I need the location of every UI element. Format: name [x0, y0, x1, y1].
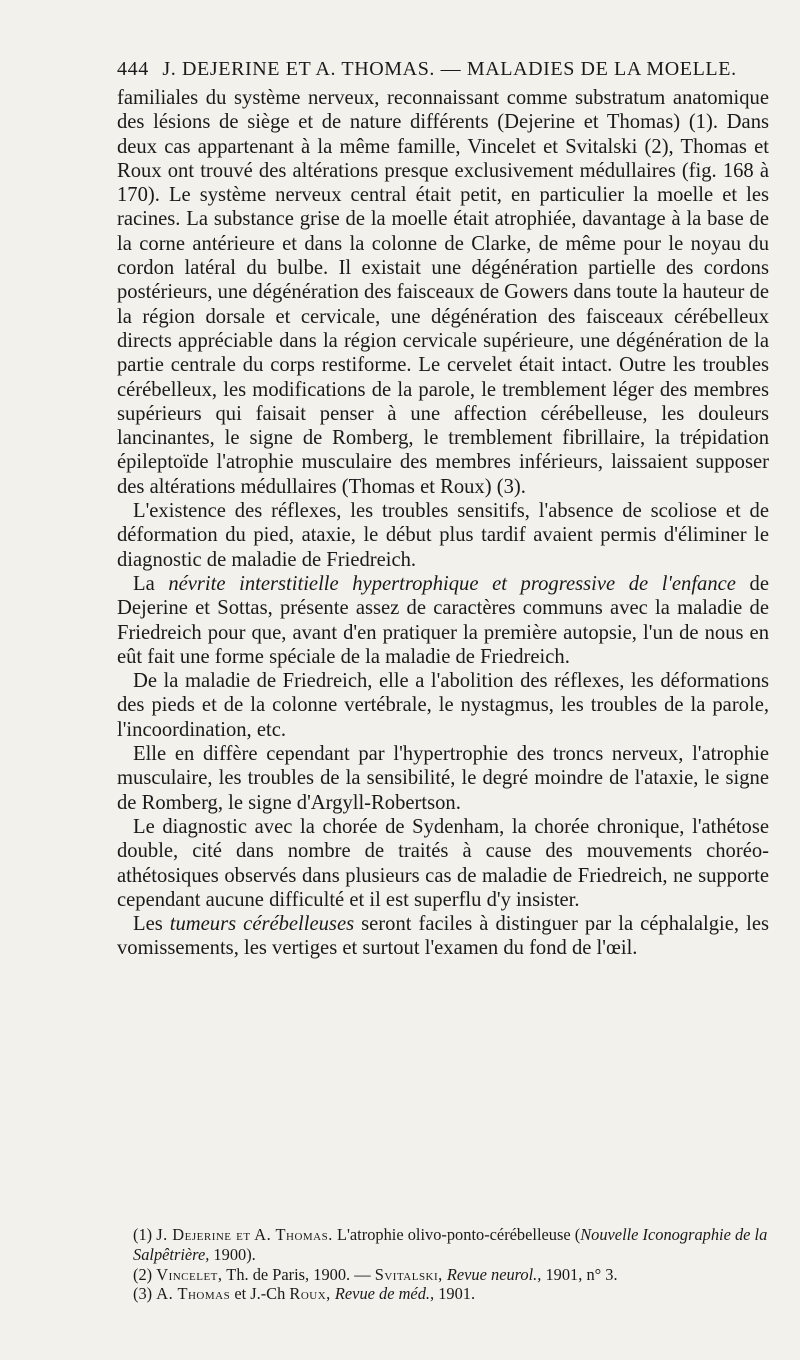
paragraph: Le diagnostic avec la chorée de Sydenham, la chorée chronique, l'athétose double, cité dans nombre de traités à cause des mouvements choréo-athétosiques observés dans plusieurs cas de maladie de Friedreich, ne supporte cependant aucune difficulté et il est superflu d'y insister. — [117, 815, 769, 911]
footnote-source: Nouvelle Iconographie de la Salpêtrière, — [133, 1225, 768, 1264]
footnote-tail: 1901, n° 3. — [541, 1264, 618, 1284]
paragraph: De la maladie de Friedreich, elle a l'abolition des réflexes, les déformations des pieds et de la colonne vertébrale, le nystagmus, les troubles de la parole, l'incoordination, etc. — [117, 670, 769, 741]
footnote — [117, 1284, 769, 1304]
footnote-tail: 1900). — [209, 1244, 256, 1264]
footnote — [117, 1265, 769, 1285]
footnote-authors-2: Roux, — [289, 1284, 331, 1304]
emphasis: tumeurs cérébelleuses — [169, 913, 355, 936]
paragraph — [117, 572, 769, 669]
footnote-source: Revue neurol., — [442, 1264, 542, 1284]
paragraph-lead: La — [133, 572, 169, 595]
footnote-authors: Vincelet, — [156, 1264, 223, 1284]
footnote-authors-2: Svitalski, — [374, 1264, 443, 1284]
footnotes — [117, 1225, 769, 1304]
emphasis: névrite interstitielle hypertrophique et progressive de l'enfance — [168, 572, 736, 595]
footnote-text: L'atrophie olivo-ponto-cérébelleuse ( — [332, 1225, 581, 1244]
footnote-text: Th. de Paris, 1900. — — [222, 1264, 375, 1284]
paragraph — [117, 912, 769, 961]
paragraph-rest: seront faciles à distinguer par la céphalalgie, les vomissements, les vertiges et surtout l'examen du fond de l'œil. — [117, 913, 769, 960]
paragraph-lead: Les — [133, 913, 170, 936]
running-header — [117, 58, 767, 81]
running-title: J. DEJERINE ET A. THOMAS. — MALADIES DE LA MOELLE. — [162, 58, 737, 80]
footnote-source: Revue de méd., — [330, 1284, 435, 1304]
footnote-number: (1) — [133, 1225, 153, 1244]
footnote-authors: A. Thomas — [156, 1284, 231, 1304]
footnote-tail: 1901. — [434, 1284, 476, 1304]
footnote-number: (2) — [133, 1264, 153, 1284]
body-text — [117, 86, 769, 961]
footnote-number: (3) — [133, 1284, 153, 1304]
paragraph: L'existence des réflexes, les troubles sensitifs, l'absence de scoliose et de déformation du pied, ataxie, le début plus tardif avaient permis d'éliminer le diagnostic de maladie de Friedreich. — [117, 500, 769, 571]
paragraph: familiales du système nerveux, reconnaissant comme substratum anatomique des lésions de siège et de nature différents (Dejerine et Thomas) (1). Dans deux cas appartenant à la même famille, Vincelet et Svitalski (2), Thomas et Roux ont trouvé des altérations presque exclusivement médullaires (fig. 168 à 170). Le système nerveux central était petit, en particulier la moelle et les racines. La substance grise de la moelle était atrophiée, davantage à la base de la corne antérieure et dans la colonne de Clarke, de même pour le noyau du cordon latéral du bulbe. Il existait une dégénération partielle des cordons postérieurs, une dégénération des faisceaux de Gowers dans toute la hauteur de la région dorsale et cervicale, une dégénération des faisceaux cérébelleux directs appréciable dans la région cervicale supérieure, une dégénération de la partie centrale du corps restiforme. Le cervelet était intact. Outre les troubles cérébelleux, les modifications de la parole, le tremblement léger des membres supérieurs qui faisait penser à une affection cérébelleuse, les douleurs lancinantes, le signe de Romberg, le tremblement fibrillaire, la trépidation épileptoïde l'atrophie musculaire des membres inférieurs, laissaient supposer des altérations médullaires (Thomas et Roux) (3). — [117, 87, 769, 498]
paragraph: Elle en diffère cependant par l'hypertrophie des troncs nerveux, l'atrophie musculaire, les troubles de la sensibilité, le degré moindre de l'ataxie, le signe de Romberg, le signe d'Argyll-Robertson. — [117, 743, 769, 814]
paragraph-rest: de Dejerine et Sottas, présente assez de caractères communs avec la maladie de Friedreich pour que, avant d'en pratiquer la première autopsie, l'un de nous en eût fait une forme spéciale de la maladie de Friedreich. — [117, 572, 769, 668]
footnote-text: et J.-Ch — [230, 1284, 290, 1304]
footnote — [117, 1225, 769, 1265]
page-number: 444 — [117, 58, 149, 80]
footnote-authors: J. Dejerine et A. Thomas. — [156, 1225, 333, 1244]
